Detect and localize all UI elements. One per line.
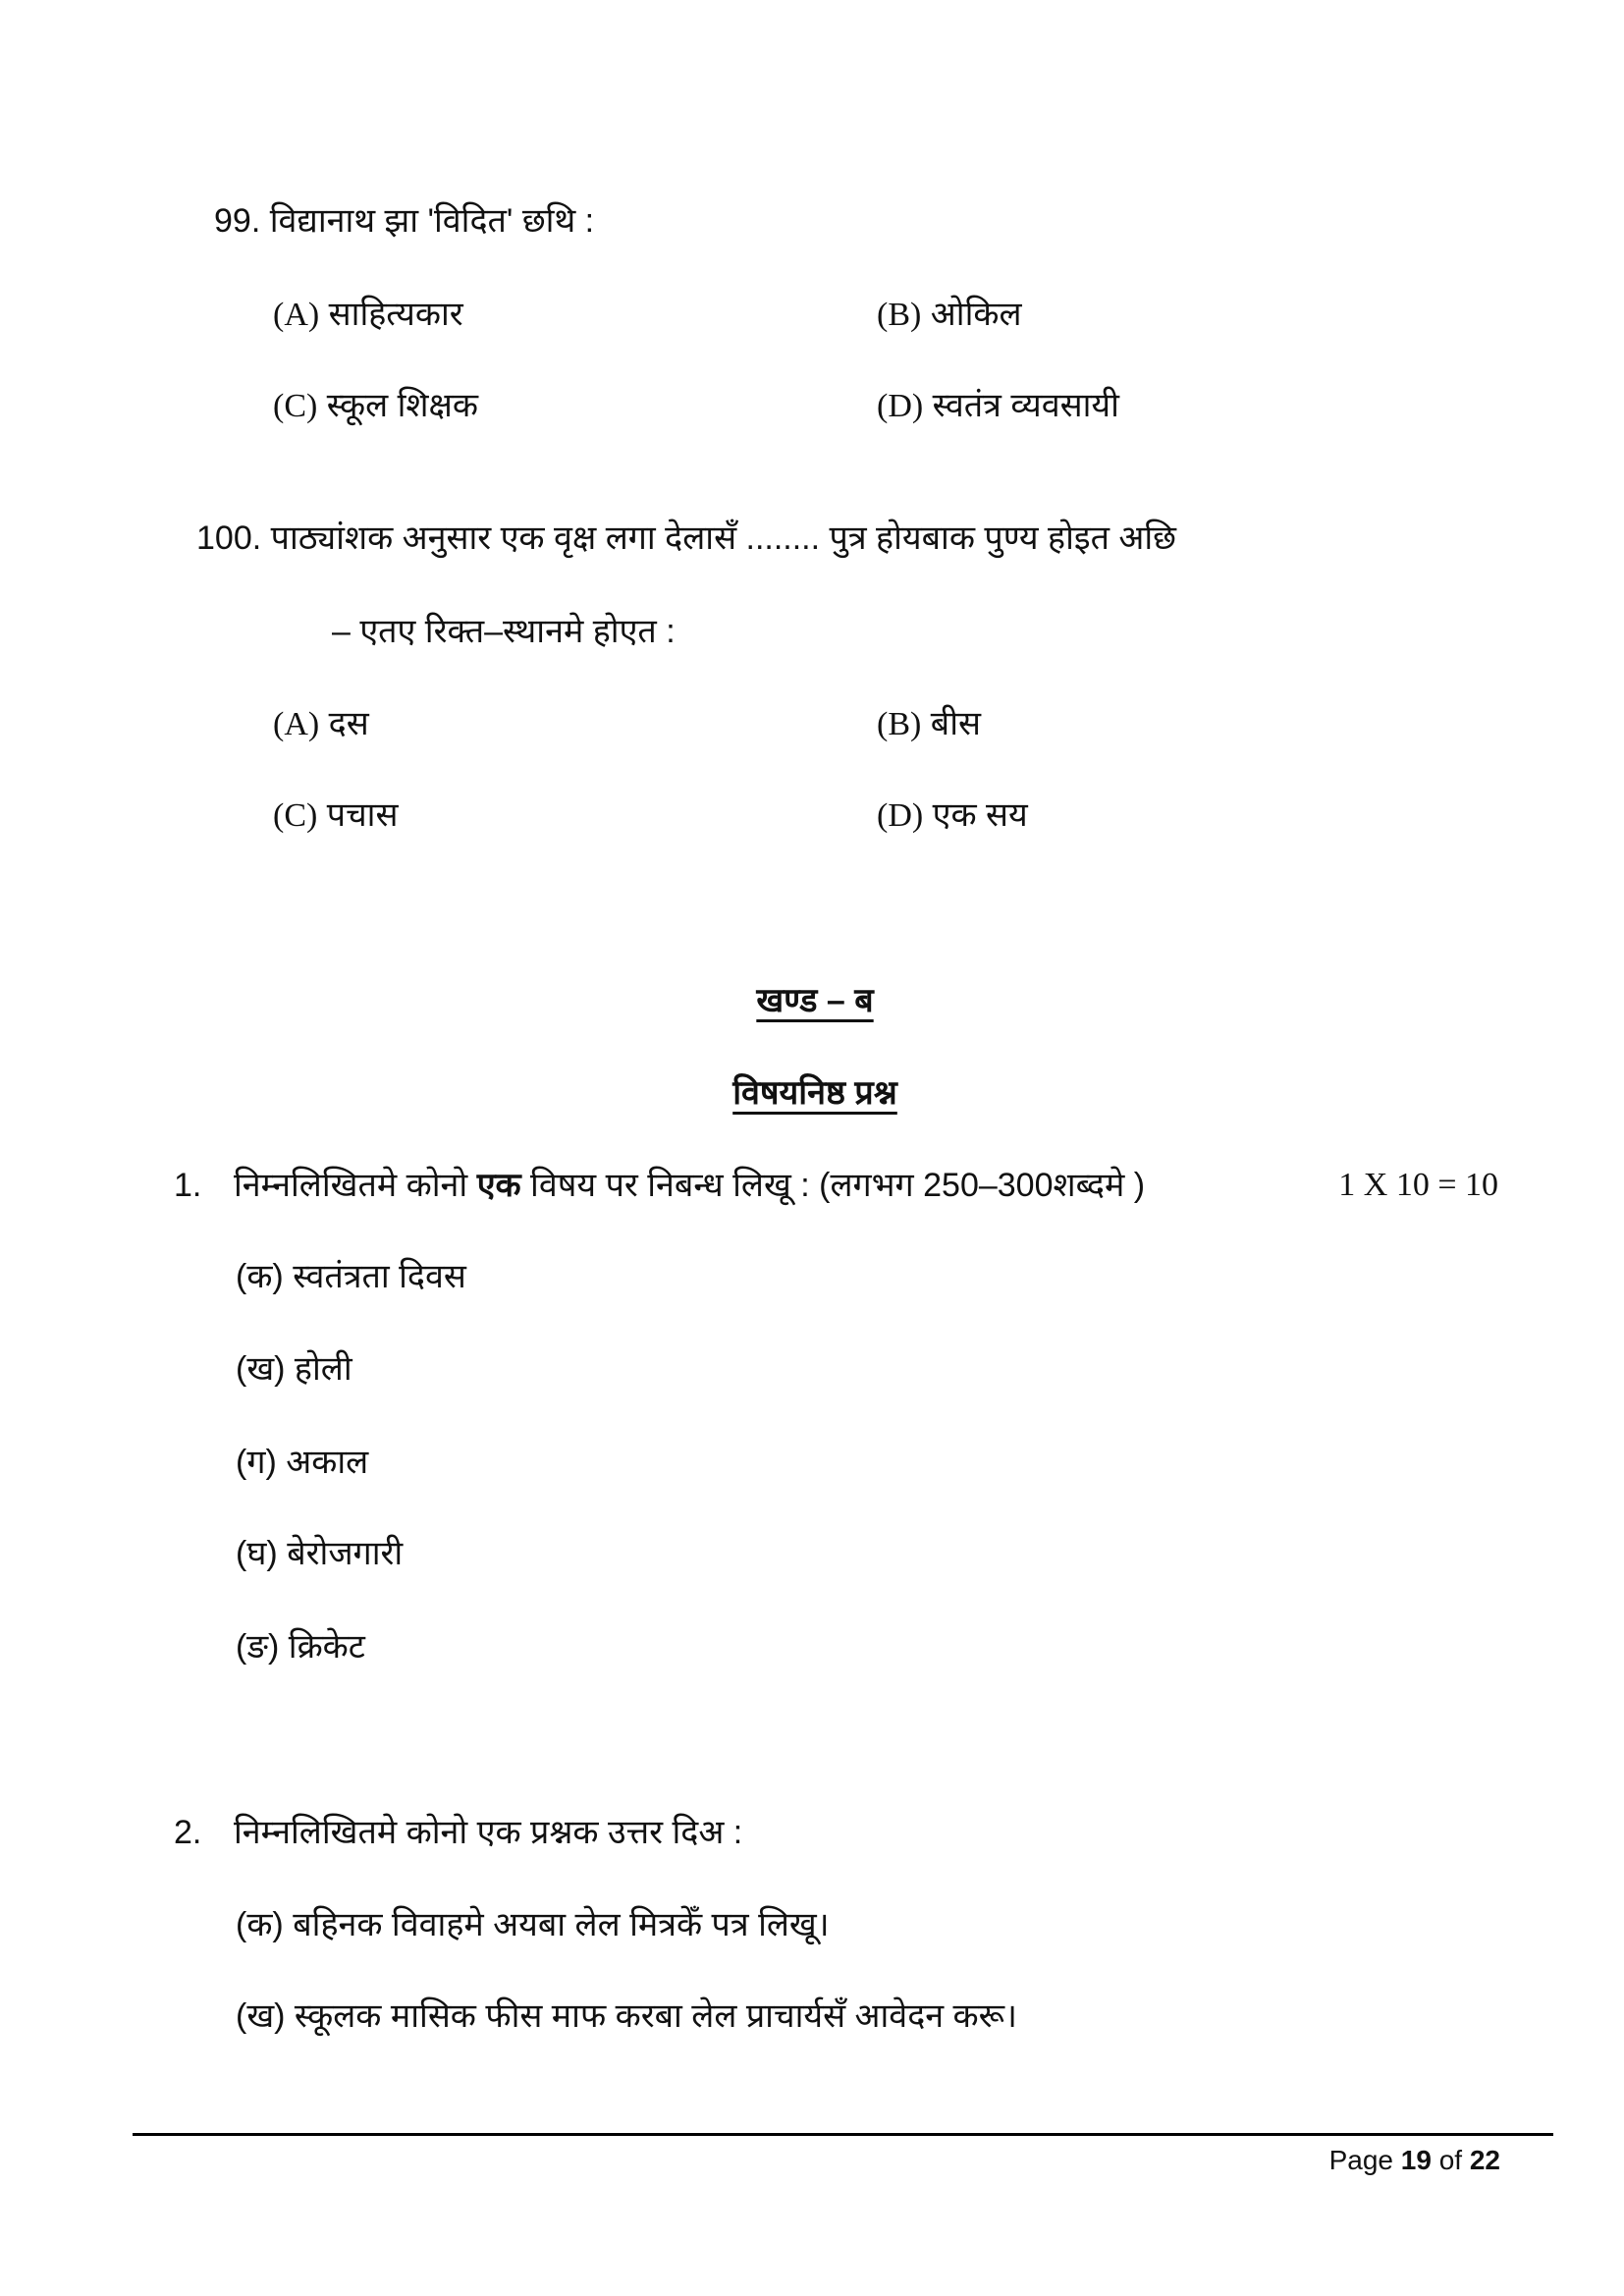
subjective-question-1-number: 1.: [174, 1167, 202, 1204]
footer-divider: [133, 2133, 1553, 2136]
q100-option-d: [877, 793, 1028, 838]
q99-option-d: [877, 384, 1119, 428]
option-text: स्वतंत्र व्यवसायी: [932, 387, 1119, 424]
question-number: 99.: [214, 202, 261, 240]
question-100: [196, 517, 1176, 560]
q100-option-c: [273, 793, 398, 838]
essay-topic: [236, 1532, 403, 1575]
question-text: विद्यानाथ झा 'विदित' छथि :: [269, 202, 595, 240]
page-number: [1329, 2145, 1500, 2176]
item-label: (ख): [236, 1997, 286, 2035]
subjective-question-1-text: [234, 1164, 1145, 1207]
option-label: (D): [877, 797, 924, 834]
item-text: क्रिकेट: [288, 1628, 365, 1666]
option-text: ओकिल: [930, 296, 1022, 333]
letter-question: [236, 1903, 830, 1946]
question-100-subline: – एतए रिक्त–स्थानमे होएत :: [332, 613, 676, 650]
item-text: अकाल: [286, 1444, 369, 1481]
question-text-part: निम्नलिखितमे कोनो: [234, 1167, 477, 1204]
item-text: स्कूलक मासिक फीस माफ करबा लेल प्राचार्यसँ आवेदन करू।: [294, 1997, 1017, 2035]
question-99: [214, 199, 594, 243]
item-text: होली: [294, 1350, 352, 1388]
marks: 1 X 10 = 10: [1338, 1167, 1498, 1203]
letter-question: [236, 1995, 1017, 2038]
item-label: (क): [236, 1906, 284, 1943]
item-text: बहिनक विवाहमे अयबा लेल मित्रकेँ पत्र लिखू।: [293, 1906, 830, 1943]
option-label: (D): [877, 388, 924, 424]
section-subtitle: विषयनिष्ठ प्रश्न: [732, 1074, 897, 1112]
option-text: स्कूल शिक्षक: [326, 387, 479, 424]
item-label: (ग): [236, 1444, 277, 1481]
q100-option-a: [273, 702, 369, 746]
option-label: (C): [273, 797, 318, 834]
option-text: बीस: [930, 705, 981, 742]
item-label: (घ): [236, 1535, 278, 1572]
question-text: पाठ्यांशक अनुसार एक वृक्ष लगा देलासँ ........ पुत्र होयबाक पुण्य होइत अछि: [270, 519, 1177, 557]
option-text: एक सय: [932, 796, 1028, 834]
subjective-question-2-number: 2.: [174, 1814, 202, 1851]
option-text: पचास: [326, 796, 399, 834]
page-of: of: [1431, 2145, 1470, 2175]
q100-option-b: [877, 702, 981, 746]
section-title: खण्ड – ब: [756, 982, 874, 1019]
essay-topic: [236, 1347, 352, 1391]
item-text: स्वतंत्रता दिवस: [293, 1258, 466, 1295]
option-label: (A): [273, 706, 320, 742]
q99-option-c: [273, 384, 478, 428]
option-label: (B): [877, 706, 922, 742]
question-number: 100.: [196, 519, 262, 557]
item-text: बेरोजगारी: [287, 1535, 404, 1572]
item-label: (क): [236, 1258, 284, 1295]
option-text: साहित्यकार: [328, 296, 463, 333]
item-label: (ख): [236, 1350, 286, 1388]
option-label: (B): [877, 297, 922, 333]
q99-option-b: [877, 293, 1022, 337]
option-label: (C): [273, 388, 318, 424]
page-prefix: Page: [1328, 2145, 1401, 2175]
essay-topic: [236, 1625, 365, 1668]
item-label: (ङ): [236, 1628, 280, 1666]
question-text-emphasis: एक: [476, 1167, 521, 1204]
option-text: दस: [328, 705, 369, 742]
q99-option-a: [273, 293, 463, 337]
option-label: (A): [273, 297, 320, 333]
current-page: 19: [1400, 2145, 1432, 2175]
essay-topic: [236, 1255, 466, 1298]
question-text-part: विषय पर निबन्ध लिखू : (लगभग 250–300शब्दमे ): [520, 1167, 1146, 1204]
total-pages: 22: [1469, 2145, 1500, 2175]
subjective-question-2-text: निम्नलिखितमे कोनो एक प्रश्नक उत्तर दिअ :: [234, 1814, 743, 1851]
essay-topic: [236, 1441, 368, 1484]
